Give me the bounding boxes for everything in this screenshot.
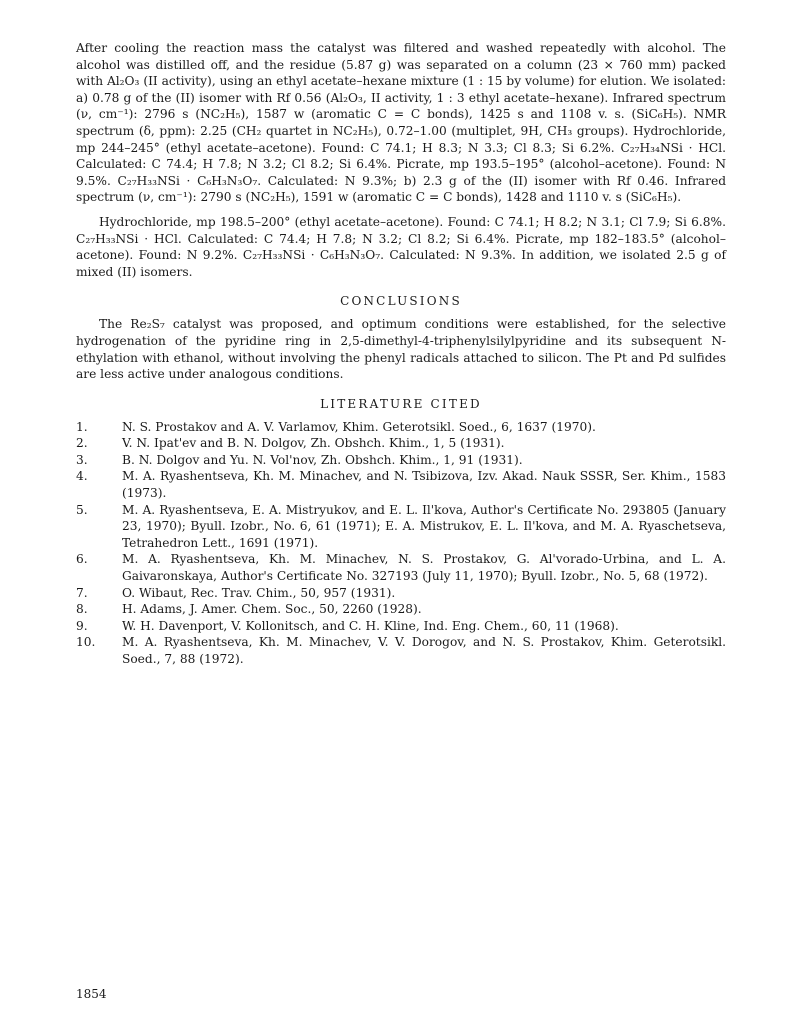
reference-text: N. S. Prostakov and A. V. Varlamov, Khim. Geterotsikl. Soed., 6, 1637 (1970). <box>122 419 596 434</box>
literature-heading: LITERATURE CITED <box>320 396 482 411</box>
reference-number: 4. <box>76 469 88 484</box>
reference-item <box>76 634 726 667</box>
reference-item <box>76 468 726 501</box>
reference-item <box>76 618 726 635</box>
reference-item <box>76 551 726 584</box>
reference-number: 2. <box>76 436 88 451</box>
reference-item <box>76 585 726 602</box>
conclusions-heading: CONCLUSIONS <box>340 294 462 309</box>
reference-text: M. A. Ryashentseva, Kh. M. Minachev, V. V. Dorogov, and N. S. Prostakov, Khim. Geterotsikl. Soed., 7, 88 (1972). <box>122 635 726 666</box>
reference-text: M. A. Ryashentseva, Kh. M. Minachev, N. S. Prostakov, G. Al'vorado-Urbina, and L. A. Gaivaronskaya, Author's Certificate No. 327193 (July 11, 1970); Byull. Izobr., No. 5, 68 (1972). <box>122 552 726 584</box>
reference-number: 1. <box>76 419 88 434</box>
reference-number: 6. <box>76 552 88 567</box>
page-content <box>76 40 726 668</box>
reference-item <box>76 435 726 452</box>
reference-text: W. H. Davenport, V. Kollonitsch, and C. H. Kline, Ind. Eng. Chem., 60, 11 (1968). <box>122 618 619 633</box>
reference-number: 9. <box>76 618 88 633</box>
reference-text: V. N. Ipat'ev and B. N. Dolgov, Zh. Obshch. Khim., 1, 5 (1931). <box>122 436 505 451</box>
reference-item <box>76 452 726 469</box>
reference-list <box>76 419 726 668</box>
reference-text: M. A. Ryashentseva, Kh. M. Minachev, and N. Tsibizova, Izv. Akad. Nauk SSSR, Ser. Khim., 1583 (1973). <box>122 469 726 501</box>
reference-number: 10. <box>76 635 96 650</box>
reference-item <box>76 502 726 552</box>
reference-text: B. N. Dolgov and Yu. N. Vol'nov, Zh. Obshch. Khim., 1, 91 (1931). <box>122 452 523 467</box>
reference-number: 8. <box>76 602 88 617</box>
reference-number: 5. <box>76 502 88 517</box>
conclusions-text: The Re₂S₇ catalyst was proposed, and optimum conditions were established, for the selective hydrogenation of the pyridine ring in 2,5-dimethyl-4-triphenylsilylpyridine and its subsequent N-ethylation with ethanol, without involving the phenyl radicals attached to silicon. The Pt and Pd sulfides are less active under analogous conditions. <box>76 317 726 382</box>
reference-item <box>76 601 726 618</box>
reference-item <box>76 419 726 436</box>
reference-number: 3. <box>76 452 88 467</box>
reference-text: M. A. Ryashentseva, E. A. Mistryukov, and E. L. Il'kova, Author's Certificate No. 293805 (January 23, 1970); Byull. Izobr., No. 6, 61 (1971); E. A. Mistrukov, E. L. Il'kova, and M. A. Ryaschetseva, Tetrahedron Lett., 1691 (1971). <box>122 502 726 550</box>
body-paragraph-1: After cooling the reaction mass the catalyst was filtered and washed repeatedly with alcohol. The alcohol was distilled off, and the residue (5.87 g) was separated on a column (23 × 760 mm) packed with Al₂O₃ (II activity), using an ethyl acetate–hexane mixture (1 : 15 by volume) for elution. We isolated: a) 0.78 g of the (II) isomer with Rf 0.56 (Al₂O₃, II activity, 1 : 3 ethyl acetate–hexane). Infrared spectrum (ν, cm⁻¹): 2796 s (NC₂H₅), 1587 w (aromatic C = C bonds), 1425 s and 1108 v. s. (SiC₆H₅). NMR spectrum (δ, ppm): 2.25 (CH₂ quartet in NC₂H₅), 0.72–1.00 (multiplet, 9H, CH₃ groups). Hydrochloride, mp 244–245° (ethyl acetate–acetone). Found: C 74.1; H 8.3; N 3.3; Cl 8.3; Si 6.2%. C₂₇H₃₄NSi · HCl. Calculated: C 74.4; H 7.8; N 3.2; Cl 8.2; Si 6.4%. Picrate, mp 193.5–195° (alcohol–acetone). Found: N 9.5%. C₂₇H₃₃NSi · C₆H₃N₃O₇. Calculated: N 9.3%; b) 2.3 g of the (II) isomer with Rf 0.46. Infrared spectrum (ν, cm⁻¹): 2790 s (NC₂H₅), 1591 w (aromatic C = C bonds), 1428 and 1110 v. s (SiC₆H₅). <box>76 41 726 205</box>
reference-text: O. Wibaut, Rec. Trav. Chim., 50, 957 (1931). <box>122 585 396 600</box>
reference-text: H. Adams, J. Amer. Chem. Soc., 50, 2260 (1928). <box>122 602 422 617</box>
reference-number: 7. <box>76 585 88 600</box>
body-paragraph-2: Hydrochloride, mp 198.5–200° (ethyl acetate–acetone). Found: C 74.1; H 8.2; N 3.1; Cl 7.9; Si 6.8%. C₂₇H₃₃NSi · HCl. Calculated: C 74.4; H 7.8; N 3.2; Cl 8.2; Si 6.4%. Picrate, mp 182–183.5° (alcohol–acetone). Found: N 9.2%. C₂₇H₃₃NSi · C₆H₃N₃O₇. Calculated: N 9.3%. In addition, we isolated 2.5 g of mixed (II) isomers. <box>76 214 726 279</box>
page-number: 1854 <box>76 987 107 1001</box>
